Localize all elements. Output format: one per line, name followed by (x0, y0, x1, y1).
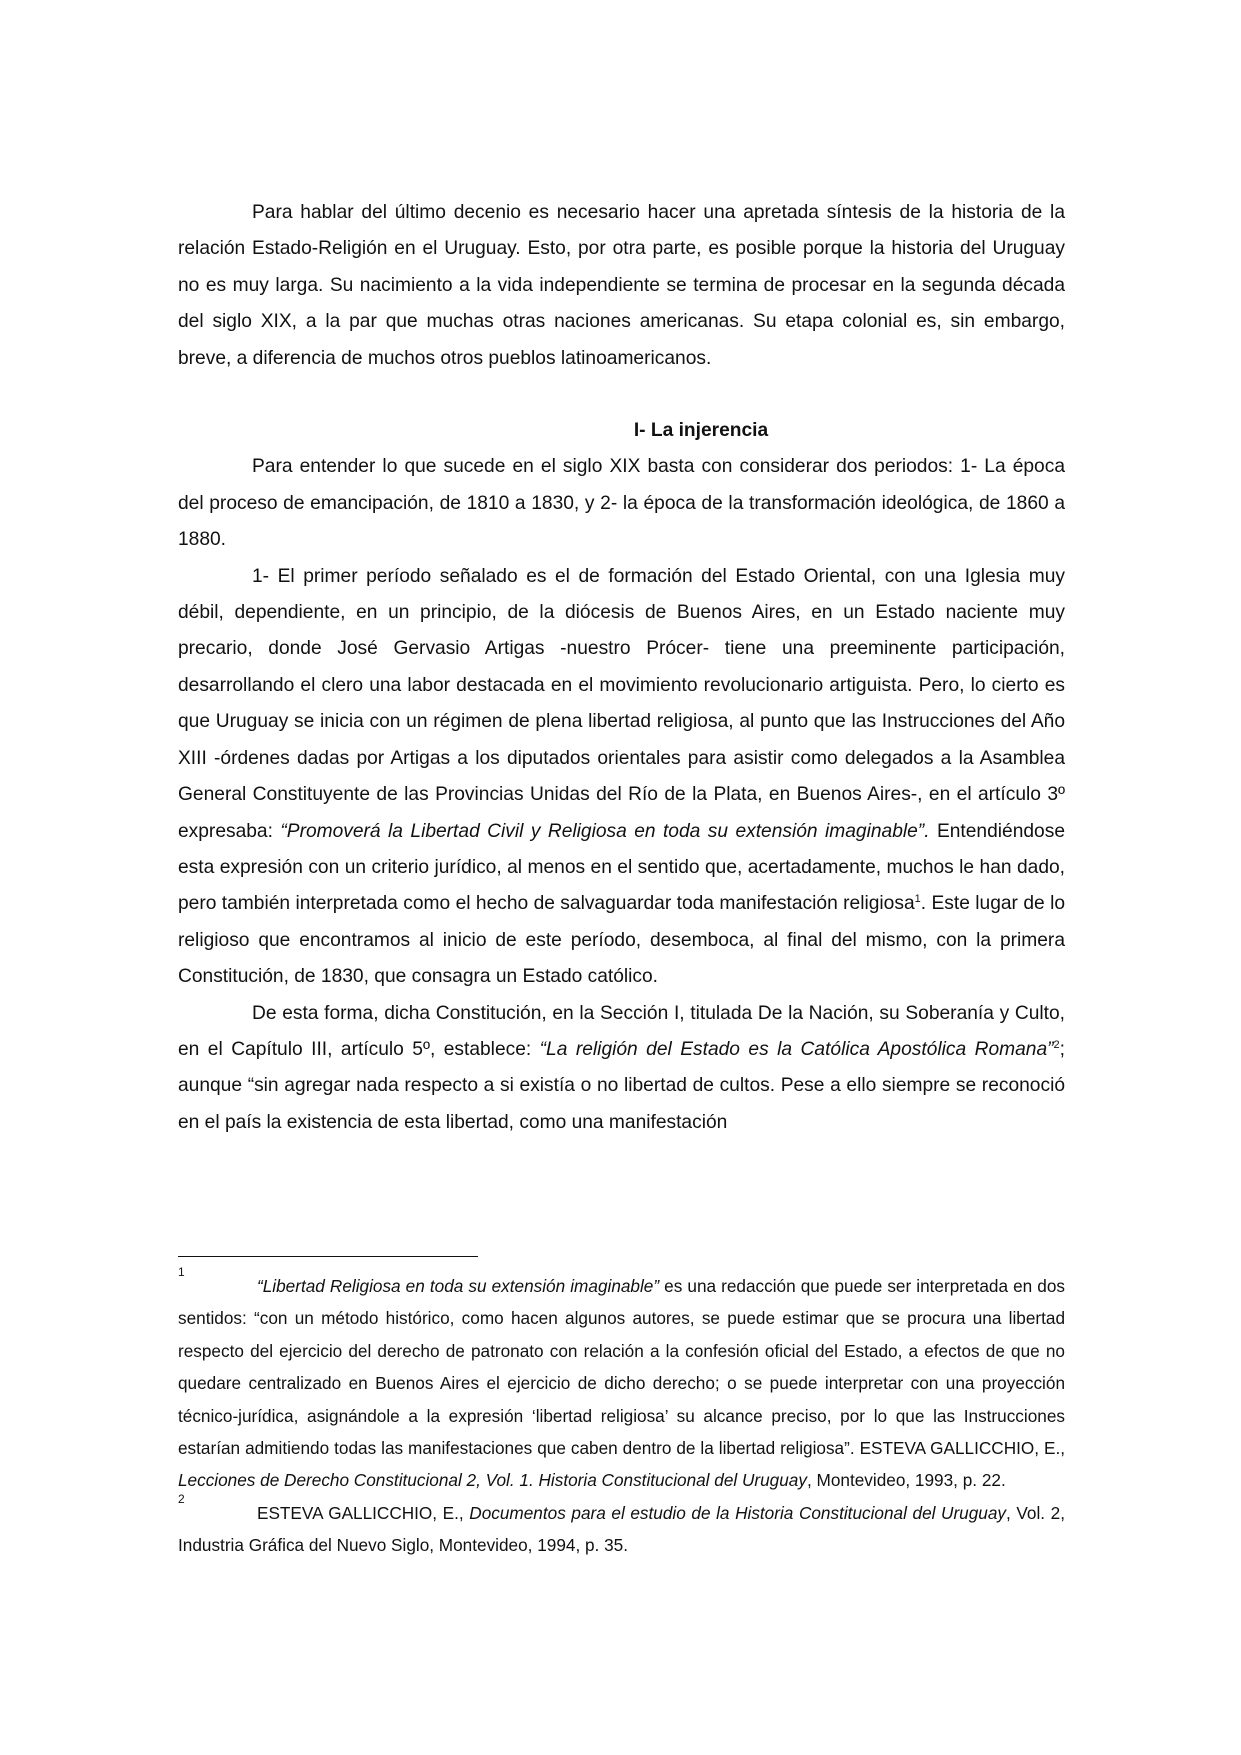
footnote-ref-1[interactable]: 1 (914, 893, 921, 906)
quote-instrucciones: “Promoverá la Libertad Civil y Religiosa en toda su extensión imaginable”. (280, 820, 930, 842)
quote-constitution: “La religión del Estado es la Católica Apostólica Romana” (539, 1038, 1054, 1060)
footnote-2-book-title: Documentos para el estudio de la Historia Constitucional del Uruguay (469, 1502, 1007, 1523)
footnote-2-tail: , Vol. 2, Industria Gráfica del Nuevo Siglo, Montevideo, 1994, p. 35. (178, 1502, 1065, 1556)
footnote-separator (178, 1256, 478, 1257)
paragraph-constitution-text: De esta forma, dicha Constitución, en la Sección I, titulada De la Nación, su Soberanía y Culto, en el Capítulo III, artículo 5º, establece: (178, 1002, 1065, 1060)
footnote-1-quote: “Libertad Religiosa en toda su extensión imaginable” (257, 1276, 660, 1296)
section-heading: I- La injerencia (633, 420, 769, 442)
footnote-marker-1: 1 (178, 1265, 185, 1279)
footnote-1-book-title: Lecciones de Derecho Constitucional 2, Vol. 1. Historia Constitucional del Uruguay (178, 1470, 807, 1491)
footnote-1-tail: , Montevideo, 1993, p. 22. (806, 1470, 1006, 1491)
paragraph-periods-text: Para entender lo que sucede en el siglo XIX basta con considerar dos periodos: 1- La época del proceso de emancipación, de 1810 a 1830, y 2- la época de la transformación ideológica, de 1860 a 1880. (178, 456, 1065, 551)
paragraph-first-period-text-end: . Este lugar de lo religioso que encontramos al inicio de este período, desemboca, al final del mismo, con la primera Constitución, de 1830, que consagra un Estado católico. (178, 893, 1065, 988)
footnote-2-text (178, 1497, 1065, 1562)
paragraph-intro-text: Para hablar del último decenio es necesario hacer una apretada síntesis de la historia de la relación Estado-Religión en el Uruguay. Esto, por otra parte, es posible porque la historia del Uruguay no es muy larga. Su nacimiento a la vida independiente se termina de procesar en la segunda década del siglo XIX, a la par que muchas otras naciones americanas. Su etapa colonial es, sin embargo, breve, a diferencia de muchos otros pueblos latinoamericanos. (178, 202, 1065, 369)
body-text (178, 195, 1065, 1141)
footnote-2-author: ESTEVA GALLICCHIO, E., (257, 1502, 470, 1523)
footnote-marker-2: 2 (178, 1491, 185, 1506)
footnote-1 (178, 1265, 1065, 1497)
paragraph-first-period-text-cont: Entendiéndose esta expresión con un criterio jurídico, al menos en el sentido que, acertadamente, muchos le han dado, pero también interpretada como el hecho de salvaguardar toda manifestación religiosa (178, 820, 1065, 915)
paragraph-periods (178, 449, 1065, 558)
paragraph-first-period-text: 1- El primer período señalado es el de formación del Estado Oriental, con una Iglesia muy débil, dependiente, en un principio, de la diócesis de Buenos Aires, en un Estado naciente muy precario, donde José Gervasio Artigas -nuestro Prócer- tiene una preeminente participación, desarrollando el clero una labor destacada en el movimiento revolucionario artiguista. Pero, lo cierto es que Uruguay se inicia con un régimen de plena libertad religiosa, al punto que las Instrucciones del Año XIII -órdenes dadas por Artigas a los diputados orientales para asistir como delegados a la Asamblea General Constituyente de las Provincias Unidas del Río de la Plata, en Buenos Aires-, en el artículo 3º expresaba: (178, 565, 1065, 842)
paragraph-constitution-text-cont: ; aunque “sin agregar nada respecto a si existía o no libertad de cultos. Pese a ello siempre se reconoció en el país la existencia de esta libertad, como una manifestación (178, 1038, 1065, 1133)
footnote-2 (178, 1491, 1065, 1562)
paragraph-first-period (178, 559, 1065, 996)
footnote-1-body: es una redacción que puede ser interpretada en dos sentidos: “con un método histórico, como hacen algunos autores, se puede estimar que se procura una libertad respecto del ejercicio del derecho de patronato con relación a la confesión oficial del Estado, a efectos de que no quedare centralizado en Buenos Aires el ejercicio de dicho derecho; o se puede interpretar con una proyección técnico-jurídica, asignándole a la expresión ‘libertad religiosa’ su alcance preciso, por lo que las Instrucciones estarían admitiendo todas las manifestaciones que caben dentro de la libertad religiosa”. ESTEVA GALLICCHIO, E., (178, 1276, 1065, 1459)
footnote-1-text (178, 1270, 1065, 1497)
footnotes (178, 1265, 1065, 1562)
paragraph-constitution (178, 996, 1065, 1142)
footnote-ref-2[interactable]: 2 (1053, 1038, 1060, 1051)
paragraph-intro (178, 195, 1065, 377)
